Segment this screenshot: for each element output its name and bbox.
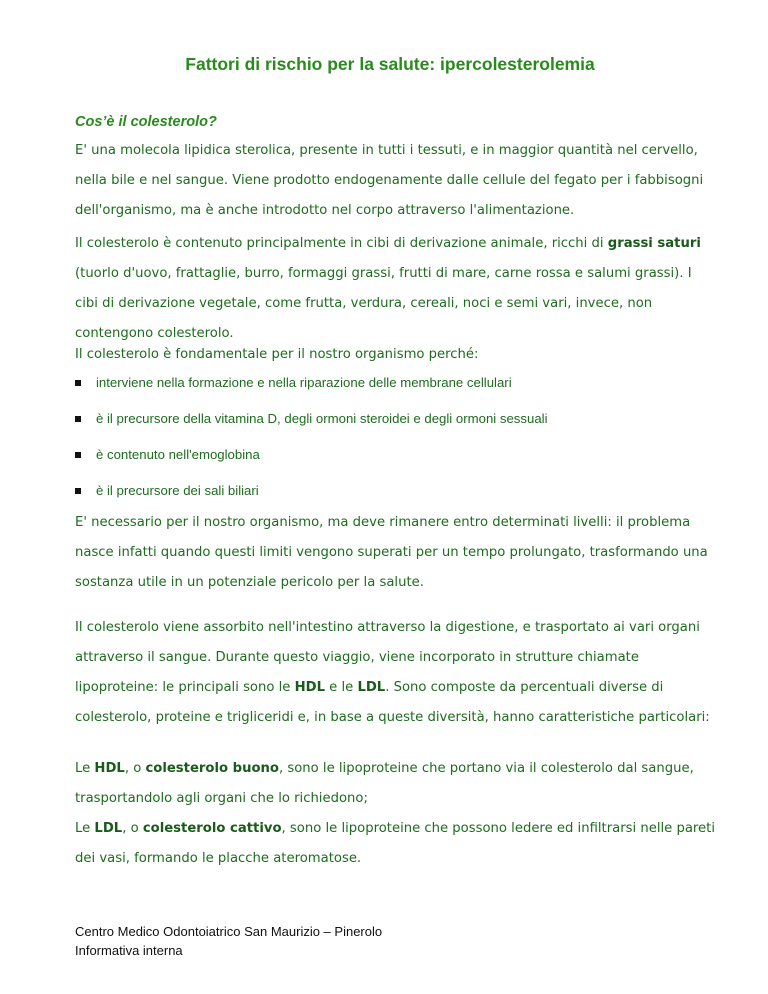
- bullet-square-icon: [75, 380, 81, 386]
- paragraph-sources: Il colesterolo è contenuto principalmente in cibi di derivazione animale, ricchi di grassi saturi (tuorlo d'uovo, frattaglie, burro, formaggi grassi, frutti di mare, carne rossa e salumi grassi). I cibi di derivazione vegetale, come frutta, verdura, cereali, noci e semi vari, invece, non contengono colesterolo.: [75, 236, 701, 341]
- paragraph-limits: E' necessario per il nostro organismo, ma deve rimanere entro determinati livelli: il problema nasce infatti quando questi limiti vengono superati per un tempo prolungato, trasformando una sostanza utile in un potenziale pericolo per la salute.: [75, 515, 708, 590]
- list-item: è il precursore dei sali biliari: [75, 476, 715, 512]
- footer-note: Informativa interna: [75, 943, 183, 958]
- paragraph-hdl-ldl: Le HDL, o colesterolo buono, sono le lipoproteine che portano via il colesterolo dal sangue, trasportandolo agli organi che lo richiedono; Le LDL, o colesterolo cattivo, sono le lipoproteine che possono ledere ed infiltrarsi nelle pareti dei vasi, formando le placche ateromatose.: [75, 761, 715, 866]
- list-item: è contenuto nell'emoglobina: [75, 440, 715, 476]
- paragraph-lipoproteins: Il colesterolo viene assorbito nell'intestino attraverso la digestione, e trasportato ai vari organi attraverso il sangue. Durante questo viaggio, viene incorporato in strutture chiamate lipoproteine: le principali sono le HDL e le LDL. Sono composte da percentuali diverse di colesterolo, proteine e trigliceridi e, in base a queste diversità, hanno caratteristiche particolari:: [75, 620, 710, 725]
- bullet-square-icon: [75, 452, 81, 458]
- list-item: è il precursore della vitamina D, degli ormoni steroidei e degli ormoni sessuali: [75, 404, 715, 440]
- list-item: interviene nella formazione e nella riparazione delle membrane cellulari: [75, 368, 715, 404]
- bullet-square-icon: [75, 416, 81, 422]
- paragraph-importance: Il colesterolo è fondamentale per il nostro organismo perché:: [75, 347, 479, 362]
- page-footer: [75, 922, 382, 960]
- document-title: Fattori di rischio per la salute: ipercolesterolemia: [185, 54, 595, 74]
- section-heading: Cos’è il colesterolo?: [75, 114, 217, 130]
- bullet-square-icon: [75, 488, 81, 494]
- function-list: [75, 368, 715, 512]
- paragraph-definition: E' una molecola lipidica sterolica, presente in tutti i tessuti, e in maggior quantità nel cervello, nella bile e nel sangue. Viene prodotto endogenamente dalle cellule del fegato per i fabbisogni dell'organismo, ma è anche introdotto nel corpo attraverso l'alimentazione.: [75, 143, 704, 218]
- footer-organization: Centro Medico Odontoiatrico San Maurizio – Pinerolo: [75, 924, 383, 939]
- bold-grassi-saturi: grassi saturi: [607, 236, 701, 251]
